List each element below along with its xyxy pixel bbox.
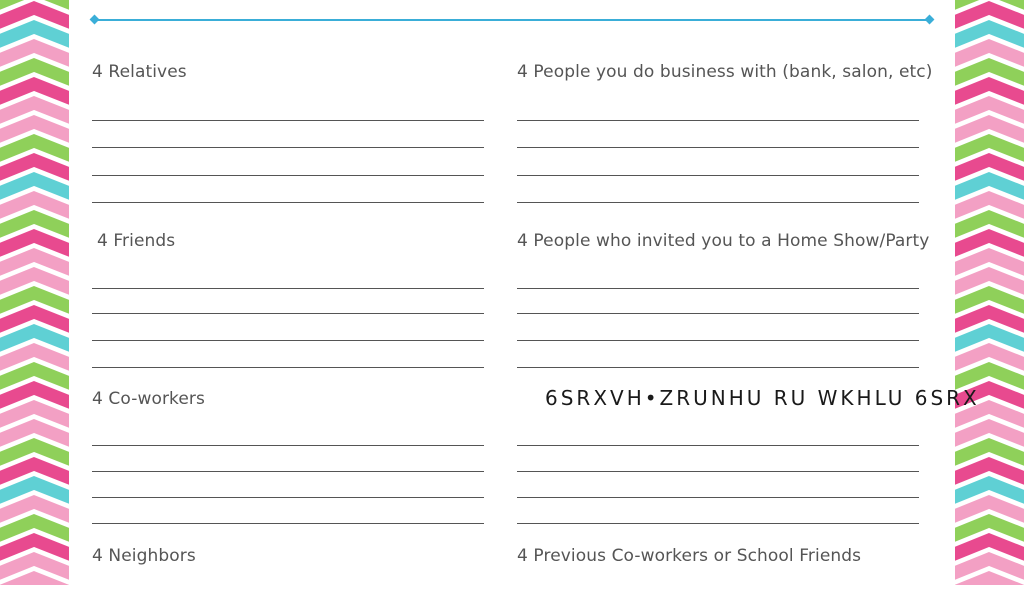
top-divider bbox=[94, 19, 930, 21]
section-heading: 4 People you do business with (bank, salon, etc) bbox=[517, 62, 933, 82]
write-in-line[interactable] bbox=[517, 471, 919, 472]
write-in-line[interactable] bbox=[517, 175, 919, 176]
write-in-line[interactable] bbox=[92, 367, 484, 368]
write-in-line[interactable] bbox=[517, 202, 919, 203]
write-in-line[interactable] bbox=[92, 175, 484, 176]
chevron-border-left bbox=[0, 0, 69, 585]
write-in-line[interactable] bbox=[92, 313, 484, 314]
write-in-line[interactable] bbox=[92, 497, 484, 498]
section-heading: 4 Neighbors bbox=[92, 546, 196, 566]
section-heading: 4 Relatives bbox=[92, 62, 187, 82]
write-in-line[interactable] bbox=[92, 340, 484, 341]
garbled-heading-text: 6SRXVH•ZRUNHU RU WKHLU 6SRX bbox=[545, 386, 980, 410]
write-in-line[interactable] bbox=[92, 523, 484, 524]
write-in-line[interactable] bbox=[92, 471, 484, 472]
write-in-line[interactable] bbox=[517, 367, 919, 368]
write-in-line[interactable] bbox=[92, 288, 484, 289]
section-heading: 4 Previous Co-workers or School Friends bbox=[517, 546, 862, 566]
write-in-line[interactable] bbox=[92, 120, 484, 121]
write-in-line[interactable] bbox=[92, 147, 484, 148]
write-in-line[interactable] bbox=[517, 147, 919, 148]
write-in-line[interactable] bbox=[517, 445, 919, 446]
write-in-line[interactable] bbox=[517, 313, 919, 314]
chevron-pattern-icon bbox=[0, 0, 69, 585]
write-in-line[interactable] bbox=[92, 445, 484, 446]
write-in-line[interactable] bbox=[92, 202, 484, 203]
write-in-line[interactable] bbox=[517, 497, 919, 498]
section-heading: 4 Friends bbox=[97, 231, 176, 251]
write-in-line[interactable] bbox=[517, 120, 919, 121]
chevron-stripe bbox=[955, 578, 1024, 585]
write-in-line[interactable] bbox=[517, 288, 919, 289]
write-in-line[interactable] bbox=[517, 523, 919, 524]
section-heading: 4 People who invited you to a Home Show/Party bbox=[517, 231, 930, 251]
chevron-stripe bbox=[0, 578, 69, 585]
section-heading: 4 Co-workers bbox=[92, 389, 205, 409]
chevron-border-right bbox=[955, 0, 1024, 585]
chevron-pattern-icon bbox=[955, 0, 1024, 585]
write-in-line[interactable] bbox=[517, 340, 919, 341]
